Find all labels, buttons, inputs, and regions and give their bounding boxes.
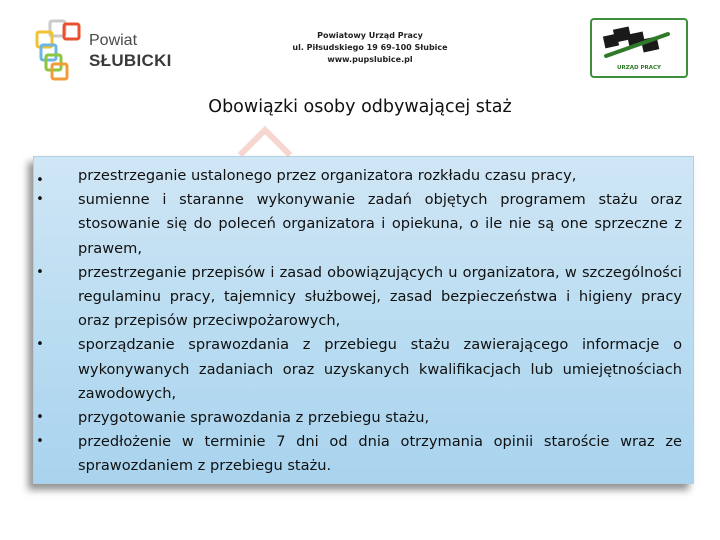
urzad-pracy-label: URZĄD PRACY [617,65,661,71]
powiat-slubicki-logo [32,18,172,82]
logo-text-powiat: Powiat [89,32,138,49]
duties-list [34,164,693,479]
squares-logo-icon [32,18,92,82]
bullet-icon: • [36,434,44,450]
list-item-text: przedłożenie w terminie 7 dni od dnia otrzymania opinii staroście wraz ze sprawozdaniem z przebiegu stażu. [78,433,682,475]
list-item-text: przygotowanie sprawozdania z przebiegu stażu, [78,409,430,427]
bullet-icon: • [36,410,44,426]
office-name: Powiatowy Urząd Pracy [317,31,423,40]
list-item [34,261,693,334]
list-item-text: sumienne i staranne wykonywanie zadań objętych programem stażu oraz stosowanie się do poleceń organizatora i opiekuna, o ile nie są one sprzeczne z prawem, [78,191,682,257]
duties-content-box [33,156,694,484]
logo-text-slubicki: SŁUBICKI [89,51,172,70]
list-item-text: sporządzanie sprawozdania z przebiegu stażu zawierającego informacje o wykonywanych zadaniach oraz uzyskanych kwalifikacjach lub umiejętnościach zawodowych, [78,336,682,402]
list-item [34,188,693,261]
bullet-icon: • [36,264,44,280]
list-item-text: przestrzeganie przepisów i zasad obowiązujących u organizatora, w szczególności regulaminu pracy, tajemnicy służbowej, zasad bezpieczeństwa i higieny pracy oraz przepisów przeciwpożarowych, [78,263,682,330]
office-website: www.pupslubice.pl [327,55,413,64]
bullet-icon: • [36,337,44,353]
urzad-pracy-logo [590,18,688,78]
bullet-icon: • [36,173,44,188]
office-address: ul. Piłsudskiego 19 69-100 Słubice [292,43,448,52]
bullet-icon: • [36,192,44,208]
list-item [34,333,693,406]
page-title: Obowiązki osoby odbywającej staż [208,97,512,117]
list-item-text: przestrzeganie ustalonego przez organizatora rozkładu czasu pracy, [78,167,577,184]
list-item [34,430,693,478]
list-item [34,406,693,430]
list-item [34,164,693,188]
office-address-header [250,30,490,66]
